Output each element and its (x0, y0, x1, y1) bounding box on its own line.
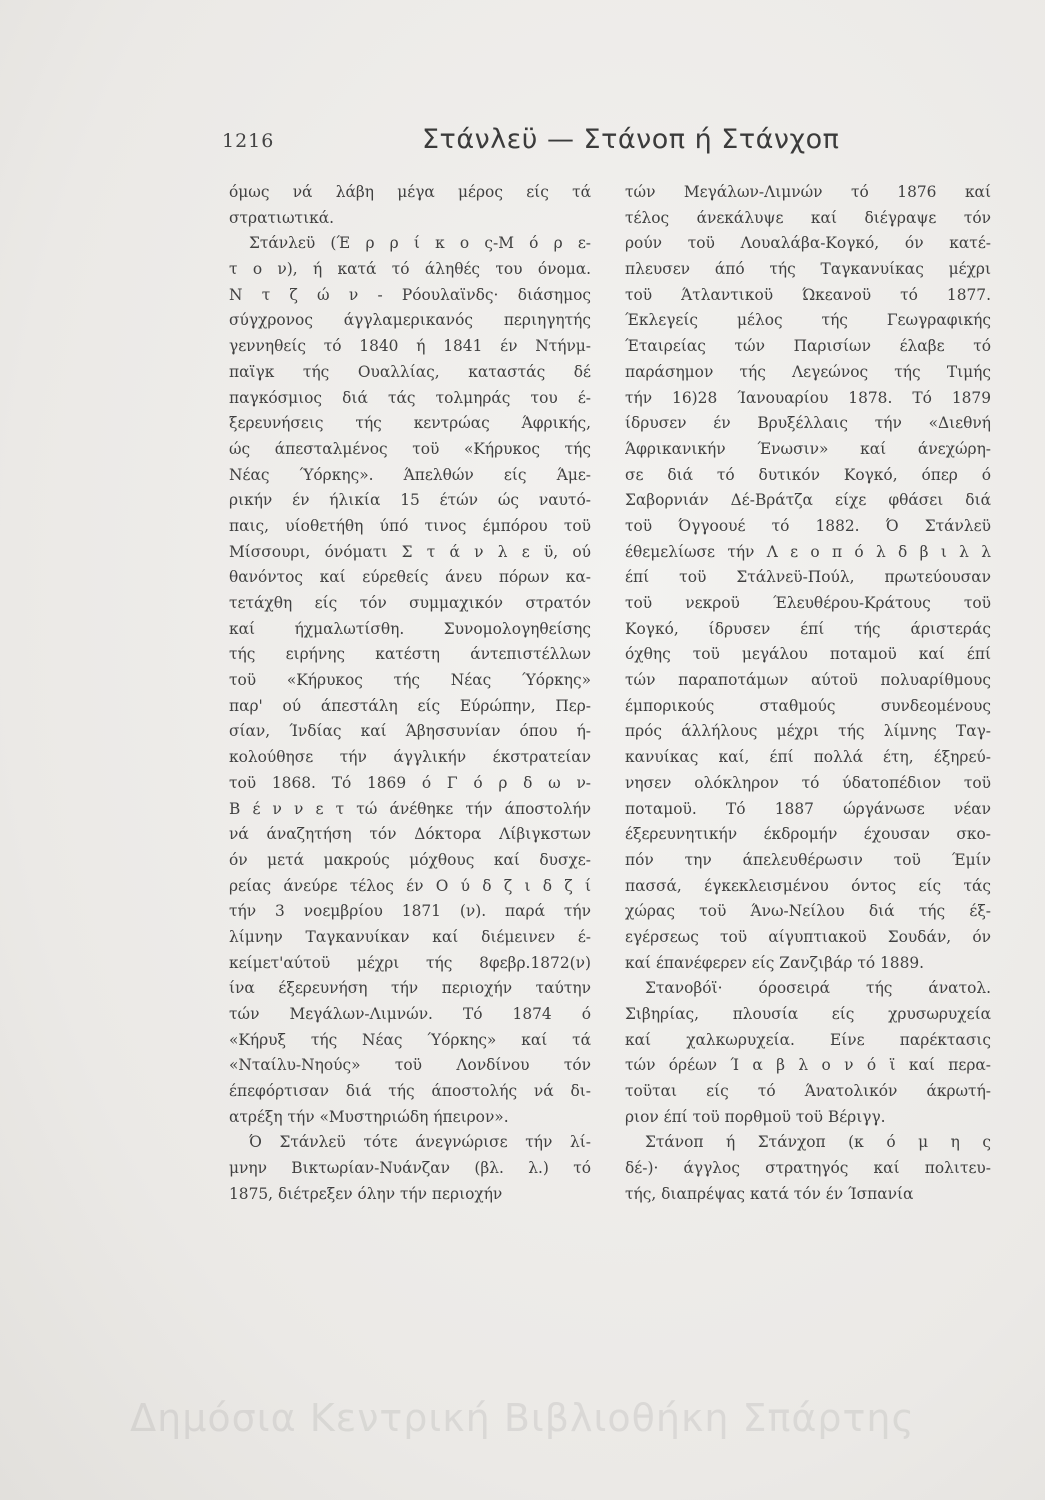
text-line: τοϋ Όγγοουέ τό 1882. Ό Στάνλεϋ (625, 516, 991, 535)
text-line: ίνα έξερευνήση τήν περιοχήν ταύτην (229, 979, 591, 998)
text-line: τετάχθη είς τόν συμμαχικόν στρατόν (229, 594, 591, 612)
text-line: λίμνην Ταγκανυίκαν καί διέμεινεν έ- (229, 927, 591, 946)
text-line: πόν την άπελευθέρωσιν τοϋ Έμίν (625, 850, 991, 869)
text-line: καί χαλκωρυχεία. Είνε παρέκτασις (625, 1030, 991, 1049)
text-line: τής ειρήνης κατέστη άντεπιστέλλων (229, 645, 591, 664)
text-line: Νέας Ύόρκης». Άπελθών είς Άμε- (229, 465, 591, 484)
text-line: παις, υίοθετήθη ύπό τινος έμπόρου τοϋ (229, 516, 591, 535)
text-line: 1875, διέτρεξεν όλην τήν περιοχήν (229, 1184, 503, 1203)
text-line: σε διά τό δυτικόν Κογκό, όπερ ό (625, 465, 991, 484)
text-line: ποταμοϋ. Τό 1887 ώργάνωσε νέαν (625, 799, 991, 818)
running-title: Στάνλεϋ — Στάνοπ ή Στάνχοπ (422, 124, 840, 155)
text-line: τοϋ Άτλαντικοϋ Ώκεανοϋ τό 1877. (625, 285, 991, 304)
text-line: δέ-)· άγγλος στρατηγός καί πολιτευ- (625, 1159, 991, 1178)
text-line: Σιβηρίας, πλουσία είς χρυσωρυχεία (625, 1005, 991, 1023)
right-column (625, 180, 991, 1208)
text-line: Έκλεγείς μέλος τής Γεωγραφικής (625, 311, 991, 330)
text-line: στρατιωτικά. (229, 208, 335, 227)
text-line: τήν 16)28 Ίανουαρίου 1878. Τό 1879 (625, 388, 991, 407)
text-line: πασσά, έγκεκλεισμένου όντος είς τάς (625, 876, 991, 895)
text-line: κανυίκας καί, έπί πολλά έτη, έξηρεύ- (625, 748, 991, 767)
text-line: ρούν τοϋ Λουαλάβα-Κογκό, όν κατέ- (625, 234, 991, 253)
left-column (229, 180, 591, 1208)
text-line: κολούθησε τήν άγγλικήν έκστρατείαν (229, 748, 591, 767)
text-line: καί έπανέφερεν είς Ζανζιβάρ τό 1889. (625, 953, 925, 972)
text-line: κείμετ'αύτοϋ μέχρι τής 8φεβρ.1872(ν) (229, 953, 591, 972)
text-line: ρικήν έν ήλικία 15 έτών ώς ναυτό- (229, 491, 591, 510)
text-line: πλευσεν άπό τής Ταγκανυίκας μέχρι (625, 260, 991, 279)
text-line: έμπορικούς σταθμούς συνδεομένους (625, 696, 991, 715)
text-line: νησεν ολόκληρον τό ύδατοπέδιον τοϋ (625, 773, 991, 792)
text-line: όν μετά μακρούς μόχθους καί δυσχε- (229, 850, 591, 869)
text-line: ρείας άνεύρε τέλος έν Ο ύ δ ζ ι δ ζ ί (229, 876, 591, 895)
text-line: Έταιρείας τών Παρισίων έλαβε τό (625, 337, 991, 356)
text-line: Στάνλεϋ (Έ ρ ρ ί κ ο ς-Μ ό ρ ε- (249, 234, 591, 253)
text-line: «Νταίλυ-Νηούς» τοϋ Λονδίνου τόν (229, 1056, 591, 1075)
text-line: γεννηθείς τό 1840 ή 1841 έν Ντήνμ- (229, 337, 591, 356)
text-line: έπί τοϋ Στάλνεϋ-Πούλ, πρωτεύουσαν (625, 568, 991, 587)
text-line: τών Μεγάλων-Λιμνών. Τό 1874 ό (229, 1005, 591, 1023)
text-line: Στανοβόϊ· όροσειρά τής άνατολ. (645, 979, 991, 998)
text-line: μνην Βικτωρίαν-Νυάνζαν (βλ. λ.) τό (229, 1159, 591, 1178)
text-line: τοϋ 1868. Τό 1869 ό Γ ό ρ δ ω ν- (229, 773, 591, 792)
text-line: τών όρέων Ί α β λ ο ν ό ϊ καί περα- (625, 1056, 991, 1075)
text-line: τών Μεγάλων-Λιμνών τό 1876 καί (625, 183, 991, 201)
text-line: Άφρικανικήν Ένωσιν» καί άνεχώρη- (625, 439, 991, 458)
text-line: ριον έπί τοϋ πορθμοϋ τοϋ Βέριγγ. (625, 1107, 886, 1126)
text-line: παγκόσμιος διά τάς τολμηράς του έ- (229, 388, 591, 407)
text-line: τέλος άνεκάλυψε καί διέγραψε τόν (625, 208, 991, 227)
text-line: έξερευνητικήν έκδρομήν έχουσαν σκο- (625, 825, 991, 844)
text-line: εγέρσεως τοϋ αίγυπτιακοϋ Σουδάν, όν (625, 927, 991, 946)
text-line: ξερευνήσεις τής κεντρώας Άφρικής, (229, 414, 591, 433)
text-line: Μίσσουρι, όνόματι Σ τ ά ν λ ε ϋ, ού (229, 542, 591, 561)
text-line: Στάνοπ ή Στάνχοπ (κ ό μ η ς (645, 1133, 991, 1152)
text-line: τ ο ν), ή κατά τό άληθές του όνομα. (229, 260, 591, 279)
text-line: νά άναζητήση τόν Δόκτορα Λίβιγκστων (229, 825, 591, 844)
page-header (222, 124, 1022, 160)
page-number: 1216 (222, 130, 275, 152)
text-line: τήν 3 νοεμβρίου 1871 (ν). παρά τήν (229, 902, 591, 921)
text-line: Β έ ν ν ε τ τώ άνέθηκε τήν άποστολήν (229, 799, 591, 818)
text-line: ατρέξη τήν «Μυστηριώδη ήπειρον». (229, 1107, 509, 1126)
text-line: «Κήρυξ τής Νέας Ύόρκης» καί τά (229, 1030, 591, 1049)
text-line: τής, διαπρέψας κατά τόν έν Ίσπανία (625, 1184, 914, 1203)
text-line: τών παραποτάμων αύτοϋ πολυαρίθμους (625, 671, 991, 690)
text-line: παρ' ού άπεστάλη είς Εύρώπην, Περ- (229, 696, 591, 715)
text-line: τοϋται είς τό Άνατολικόν άκρωτή- (625, 1082, 991, 1101)
text-line: όμως νά λάβη μέγα μέρος είς τά (229, 183, 591, 201)
text-line: τοϋ νεκροϋ Έλευθέρου-Κράτους τοϋ (625, 594, 991, 612)
text-line: παράσημον τής Λεγεώνος τής Τιμής (625, 362, 991, 381)
text-line: τοϋ «Κήρυκος τής Νέας Ύόρκης» (229, 671, 591, 690)
text-line: όχθης τοϋ μεγάλου ποταμοϋ καί έπί (625, 645, 991, 664)
text-line: παϊγκ τής Ουαλλίας, καταστάς δέ (229, 362, 591, 381)
text-line: σίαν, Ίνδίας καί Άβησσυνίαν όπου ή- (229, 722, 591, 741)
text-line: πρός άλλήλους μέχρι τής λίμνης Ταγ- (625, 722, 991, 741)
text-line: έπεφόρτισαν διά τής άποστολής νά δι- (229, 1082, 591, 1101)
text-line: σύγχρονος άγγλαμερικανός περιηγητής (229, 311, 591, 330)
text-line: θανόντος καί εύρεθείς άνευ πόρων κα- (229, 568, 591, 587)
text-line: Ν τ ζ ώ ν - Ρόουλαϊνδς· διάσημος (229, 285, 591, 304)
text-line: Σαβορνιάν Δέ-Βράτζα είχε φθάσει διά (625, 491, 991, 510)
text-line: χώρας τοϋ Άνω-Νείλου διά τής έξ- (625, 902, 991, 921)
text-line: έθεμελίωσε τήν Λ ε ο π ό λ δ β ι λ λ (625, 542, 991, 561)
text-line: καί ήχμαλωτίσθη. Συνομολογηθείσης (229, 619, 591, 638)
text-line: ίδρυσεν έν Βρυξέλλαις τήν «Διεθνή (625, 414, 991, 433)
library-watermark: Δημόσια Κεντρική Βιβλιοθήκη Σπάρτης (130, 1396, 915, 1440)
text-line: ώς άπεσταλμένος τοϋ «Κήρυκος τής (229, 439, 591, 458)
text-line: Ό Στάνλεϋ τότε άνεγνώρισε τήν λί- (249, 1133, 591, 1152)
text-line: Κογκό, ίδρυσεν έπί τής άριστεράς (625, 619, 991, 638)
